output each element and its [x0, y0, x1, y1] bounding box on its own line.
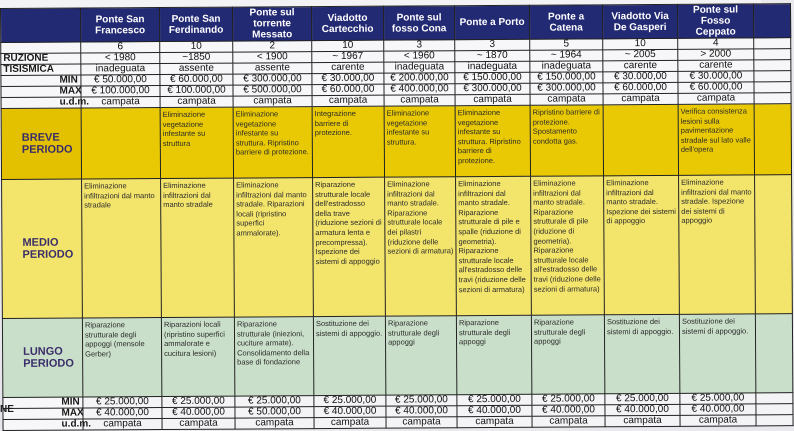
lungo-min-row-cut-cell — [756, 393, 793, 404]
udm-row-cut-cell — [754, 93, 791, 104]
medio-periodo-row-cut-cell — [755, 175, 793, 314]
lungo-max-row-cell: € 50.000,00 — [235, 407, 314, 418]
lungo-periodo-row-label: LUNGO PERIODO — [2, 318, 82, 397]
min-cost-row-cell: € 300.000,00 — [233, 74, 312, 85]
column-header-bridge: Ponte sul fosso Cona — [383, 6, 454, 40]
udm-row-cell: campata — [455, 94, 530, 105]
number-row-cell: 6 — [81, 42, 160, 53]
udm-row-cell: campata — [384, 95, 455, 106]
seismic-row-cell: inadeguata — [455, 61, 530, 72]
min-cost-row-cut-cell — [754, 71, 791, 82]
lungo-periodo-row-cell: Sostituzione dei sistemi di appoggio. — [313, 316, 385, 395]
lungo-periodo-row-cell: Riparazione strutturale (iniezioni, cuciture armate). Consolidamento della base di fondazione — [234, 317, 313, 396]
breve-periodo-row-cut-cell — [754, 104, 791, 175]
breve-periodo-row-cell — [603, 104, 678, 175]
column-header-bridge: Ponte San Francesco — [81, 8, 160, 42]
udm-row-cell: campata — [81, 97, 160, 108]
number-row-cut-cell — [754, 38, 791, 49]
construction-year-row-cell: > 2000 — [678, 49, 754, 60]
lungo-udm-row-cell: campata — [83, 419, 162, 430]
construction-year-row-cell: ~ 1967 — [312, 51, 384, 62]
breve-periodo-row-label: BREVE PERIODO — [1, 108, 81, 179]
lungo-min-row-cell: € 25.000,00 — [83, 397, 162, 408]
lungo-max-row-cell: € 40.000,00 — [83, 408, 162, 419]
lungo-periodo-row-cell: Riparazione strutturale degli appoggi — [531, 315, 604, 394]
udm-row-cell: campata — [530, 94, 603, 105]
max-cost-row-cell: € 400.000,00 — [384, 84, 455, 95]
breve-periodo-row-cell: Eliminazione vegetazione infestante su struttura. Ripristino barriere di protezione. — [233, 107, 312, 178]
lungo-udm-row-cell: campata — [605, 415, 680, 426]
seismic-row-cut-cell — [754, 60, 791, 71]
interventions-table — [0, 3, 794, 431]
column-header-bridge: Ponte sul torrente Messato — [232, 7, 311, 41]
lungo-udm-row-cell: campata — [386, 417, 457, 428]
construction-year-row-cut-cell — [754, 49, 791, 60]
lungo-min-row-cell: € 25.000,00 — [457, 394, 532, 405]
breve-periodo-row-cell: Integrazione barriere di protezione. — [312, 106, 384, 177]
construction-year-row-cell: ~ 1964 — [530, 50, 603, 61]
lungo-udm-row-cell: campata — [162, 418, 235, 429]
min-cost-row-cell: € 50.000,00 — [81, 75, 160, 86]
seismic-row-cell: carente — [678, 60, 754, 71]
min-cost-row-cell: € 150.000,00 — [455, 72, 530, 83]
lungo-max-row-cell: € 40.000,00 — [532, 405, 605, 416]
column-header-bridge: Viadotto Via De Gasperi — [602, 4, 677, 38]
max-cost-row-cell: € 500.000,00 — [233, 85, 312, 96]
column-header-bridge: Viadotto Cartecchio — [311, 6, 383, 40]
number-row-cell: 10 — [312, 40, 384, 51]
lungo-max-row-cell: € 40.000,00 — [162, 407, 235, 418]
min-cost-row-cell: € 30.000,00 — [312, 73, 384, 84]
construction-year-row-cell: < 1980 — [81, 53, 160, 64]
medio-periodo-row-cell: Eliminazione infiltrazioni dal manto stradale. Ispezione dei sistemi di appoggio — [679, 175, 756, 314]
construction-year-row-cell: ~1850 — [160, 52, 233, 63]
lungo-udm-row-cell: campata — [680, 415, 756, 426]
lungo-periodo-row-cell: Sostituzione dei sistemi di appoggio. — [604, 314, 679, 393]
udm-row-cell: campata — [233, 96, 312, 107]
number-row-cell: 10 — [160, 41, 233, 52]
lungo-min-row-cell: € 25.000,00 — [235, 396, 314, 407]
seismic-row-cell: assente — [233, 63, 312, 74]
lungo-periodo-row-cell: Riparazioni locali (ripristino superfici ammalorate e cucitura lesioni) — [161, 317, 234, 396]
number-row-cell: 4 — [678, 38, 754, 49]
lungo-max-row-cell: € 40.000,00 — [314, 406, 386, 417]
header-row — [1, 4, 791, 43]
max-cost-row-cell: € 100.000,00 — [81, 86, 160, 97]
max-cost-row-label: MAX — [1, 86, 81, 97]
lungo-min-row-cell: € 25.000,00 — [680, 393, 756, 404]
seismic-row-label: TISISMICA — [1, 64, 81, 75]
lungo-max-row-cell: € 40.000,00 — [386, 406, 457, 417]
breve-periodo-row-cell: Ripristino barriere di protezione. Spostamento condotta gas. — [530, 105, 603, 176]
lungo-udm-row-cell: campata — [235, 418, 314, 429]
construction-year-row-cell: < 1900 — [233, 52, 312, 63]
lungo-udm-row-cell: campata — [532, 416, 605, 427]
number-row-cell: 3 — [455, 39, 530, 50]
number-row-cell: 3 — [384, 40, 455, 51]
lungo-periodo-row-cell: Riparazione strutturale degli appoggi (mensole Gerber) — [82, 318, 161, 397]
column-header-bridge: Ponte a Catena — [529, 5, 602, 39]
lungo-max-row-cell: € 40.000,00 — [457, 405, 532, 416]
udm-row-label: u.d.m. — [1, 97, 81, 108]
column-header-bridge: Ponte San Ferdinando — [160, 7, 233, 41]
min-cost-row-cell: € 200.000,00 — [384, 73, 455, 84]
column-header-bridge: Ponte a Porto — [454, 5, 529, 39]
max-cost-row-cell: € 60.000,00 — [603, 82, 678, 93]
min-cost-row-label: MIN — [1, 75, 81, 86]
breve-periodo-row-cell: Eliminazione vegetazione infestante su struttura — [160, 107, 233, 178]
lungo-max-row-cell: € 40.000,00 — [680, 404, 756, 415]
max-cost-row-cell: € 300.000,00 — [455, 83, 530, 94]
max-cost-row-cell: € 60.000,00 — [678, 82, 754, 93]
min-cost-row-cell: € 30.000,00 — [603, 71, 678, 82]
udm-row-cell: campata — [678, 93, 754, 104]
min-cost-row-cell: € 30.000,00 — [678, 71, 754, 82]
number-row-cell: 5 — [530, 39, 603, 50]
side-label-cut: NE — [0, 404, 14, 415]
construction-year-row-cell: ~ 2005 — [603, 49, 678, 60]
breve-periodo-row-cell: Verifica consistenza lesioni sulla pavimentazione stradale sul lato valle dell'opera — [678, 104, 754, 175]
medio-periodo-row-cell: Eliminazione infiltrazioni dal manto stradale — [161, 178, 235, 317]
medio-periodo-row-label: MEDIO PERIODO — [2, 179, 83, 318]
lungo-min-row-cell: € 25.000,00 — [162, 396, 235, 407]
lungo-periodo-row-cell: Sostituzione dei sistemi di appoggio. — [679, 314, 755, 393]
lungo-min-row-cell: € 25.000,00 — [314, 395, 386, 406]
medio-periodo-row-cell: Eliminazione infiltrazioni dal manto stradale — [82, 179, 162, 318]
column-header-cut — [753, 4, 790, 38]
seismic-row-cell: inadeguata — [81, 64, 160, 75]
udm-row-cell: campata — [603, 93, 678, 104]
construction-year-row-label: RUZIONE — [1, 53, 81, 64]
udm-row-cell: campata — [160, 96, 233, 107]
medio-periodo-row-cell: Eliminazione infiltrazioni dal manto stradale. Riparazioni locali (ripristino superfici ammalorate). — [234, 178, 314, 317]
number-row-cell: 2 — [233, 41, 312, 52]
medio-periodo-row-cell: Riparazione strutturale locale dell'estradosso della trave (riduzione sezioni di armatura lenta e precompressa). Ispezione dei sistemi di appoggio — [313, 177, 386, 316]
column-header-bridge: Ponte sul Fosso Ceppato — [677, 4, 753, 38]
medio-periodo-row-cell: Eliminazione infiltrazioni dal manto stradale. Riparazione strutturale locale dei pilastri (riduzione delle sezioni di armatura) — [385, 177, 457, 316]
max-cost-row-cell: € 60.000,00 — [312, 84, 384, 95]
breve-periodo-row-cell — [81, 108, 160, 179]
lungo-periodo-row-cell: Riparazione strutturale degli appoggi — [385, 316, 456, 395]
lungo-min-row-cell: € 25.000,00 — [386, 395, 457, 406]
lungo-udm-row-cell: campata — [314, 417, 386, 428]
seismic-row-cell: carente — [312, 62, 384, 73]
medio-periodo-row-cell: Eliminazione infiltrazioni dal manto stradale. Riparazione strutturale di pile e spalle (riduzione di geometria). Riparazione strutturale locale all'estradosso delle travi (riduzione delle sezioni di armatura) — [456, 176, 532, 315]
min-cost-row-cell: € 150.000,00 — [530, 72, 603, 83]
lungo-periodo-row — [2, 314, 792, 398]
lungo-udm-row-cell: campata — [457, 416, 532, 427]
construction-year-row-cell: < 1960 — [384, 51, 455, 62]
breve-periodo-row-cell: Eliminazione vegetazione infestante su struttura. Ripristino barriere di protezione. — [455, 105, 530, 176]
lungo-udm-row-label: u.d.m. — [3, 419, 83, 430]
max-cost-row-cut-cell — [754, 82, 791, 93]
max-cost-row-cell: € 100.000,00 — [160, 85, 233, 96]
lungo-periodo-row-cell: Riparazione strutturale degli appoggi — [456, 315, 531, 394]
udm-row-cell: campata — [312, 95, 384, 106]
seismic-row-cell: assente — [160, 63, 233, 74]
header-corner — [1, 8, 81, 42]
number-row-cell: 10 — [603, 38, 678, 49]
seismic-row-cell: inadeguata — [530, 61, 603, 72]
lungo-max-row-label: MAX — [3, 408, 83, 419]
max-cost-row-cell: € 300.000,00 — [530, 83, 603, 94]
breve-periodo-row — [1, 104, 791, 180]
lungo-min-row-cell: € 25.000,00 — [532, 394, 605, 405]
min-cost-row-cell: € 60.000,00 — [160, 74, 233, 85]
seismic-row-cell: carente — [603, 60, 678, 71]
lungo-periodo-row-cut-cell — [755, 314, 792, 393]
medio-periodo-row — [2, 175, 793, 319]
lungo-max-row-cell: € 40.000,00 — [605, 404, 680, 415]
construction-year-row-cell: ~ 1870 — [455, 50, 530, 61]
breve-periodo-row-cell: Eliminazione vegetazione infestante su struttura. — [384, 106, 455, 177]
lungo-min-row-cell: € 25.000,00 — [605, 393, 680, 404]
medio-periodo-row-cell: Eliminazione infiltrazioni dal manto stradale. Ispezione dei sistemi di appoggio — [604, 175, 680, 314]
medio-periodo-row-cell: Eliminazione infiltrazioni dal manto stradale. Riparazione strutturale di pile (riduzione di geometria). Riparazione strutturale locale all'estradosso delle travi (riduzione delle sezioni di armatura) — [531, 176, 605, 315]
seismic-row-cell: inadeguata — [384, 62, 455, 73]
lungo-min-row-label: MIN — [3, 397, 83, 408]
lungo-max-row-cut-cell — [756, 404, 793, 415]
lungo-udm-row-cut-cell — [756, 415, 793, 426]
